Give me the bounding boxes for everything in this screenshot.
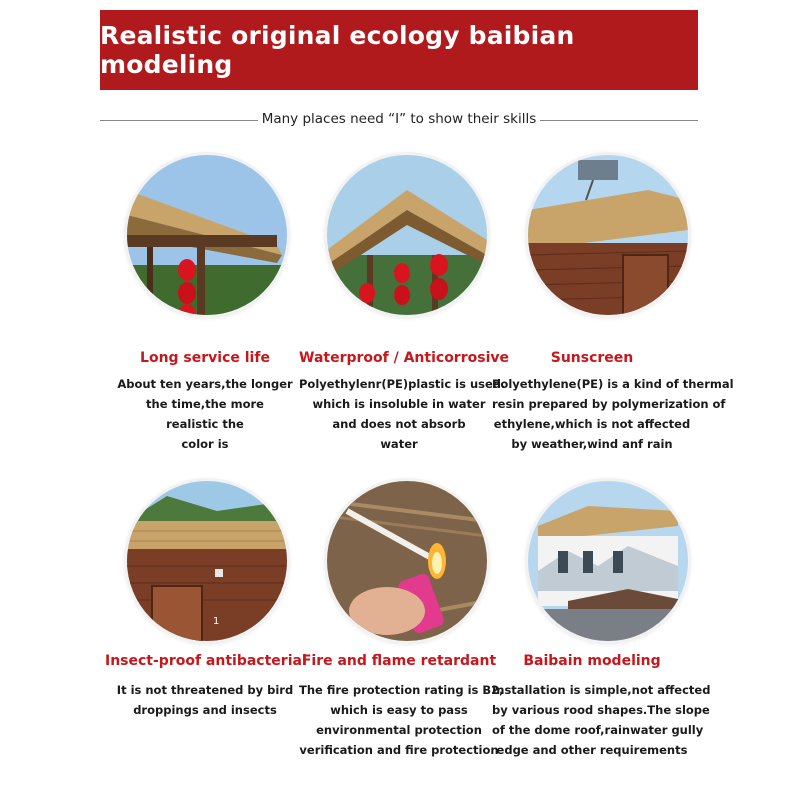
description-line: droppings and insects	[133, 703, 277, 717]
description-line: It is not threatened by bird	[116, 683, 294, 697]
description-line: ethylene,which is not affected	[493, 417, 691, 431]
subtitle-row	[100, 108, 698, 132]
description-line: Polyethylene(PE) is a kind of thermal	[492, 377, 734, 391]
divider-right	[540, 120, 698, 121]
description-line: realistic the	[166, 417, 244, 431]
description-line: which is easy to pass	[330, 703, 468, 717]
banner-title: Realistic original ecology baibian modeling	[100, 21, 575, 79]
feature-photo-pavilion	[127, 155, 287, 315]
feature-title: Baibain modeling	[523, 653, 661, 669]
feature-photo-cabin-roof	[528, 155, 688, 315]
description-line: of the dome roof,rainwater gully	[492, 723, 704, 737]
description-line: the time,the more	[146, 397, 264, 411]
feature-photo-wooden-cabin	[127, 481, 287, 641]
feature-photo-lighter-flame	[327, 481, 487, 641]
description-line: verification and fire protection	[299, 743, 499, 757]
feature-description	[492, 680, 711, 760]
description-line: color is	[181, 437, 229, 451]
feature-title: Long service life	[140, 350, 270, 366]
photo-number-label: 1	[213, 616, 220, 627]
description-line: and does not absorb	[332, 417, 466, 431]
subtitle-text: Many places need “I” to show their skills	[261, 111, 537, 127]
description-line: The fire protection rating is B2,	[299, 683, 504, 697]
description-line: resin prepared by polymerization of	[492, 397, 726, 411]
feature-photo-white-building	[528, 481, 688, 641]
description-line: Installation is simple,not affected	[492, 683, 711, 697]
feature-description	[105, 680, 305, 720]
description-line: edge and other requirements	[496, 743, 688, 757]
feature-description	[105, 374, 305, 454]
feature-title: Fire and flame retardant	[301, 653, 497, 669]
feature-description	[299, 374, 506, 454]
feature-title: Sunscreen	[550, 350, 634, 366]
description-line: water	[380, 437, 418, 451]
feature-title: Insect-proof antibacterial	[105, 653, 307, 669]
header-banner	[100, 10, 698, 90]
description-line: by weather,wind anf rain	[511, 437, 673, 451]
feature-description	[492, 374, 734, 454]
description-line: by various rood shapes.The slope	[492, 703, 710, 717]
feature-title: Waterproof / Anticorrosive	[299, 350, 509, 366]
description-line: Polyethylenr(PE)plastic is used.	[299, 377, 506, 391]
feature-photo-pavilion-lanterns	[327, 155, 487, 315]
description-line: which is insoluble in water	[312, 397, 486, 411]
feature-description	[299, 680, 504, 760]
description-line: About ten years,the longer	[117, 377, 293, 391]
description-line: environmental protection	[316, 723, 482, 737]
